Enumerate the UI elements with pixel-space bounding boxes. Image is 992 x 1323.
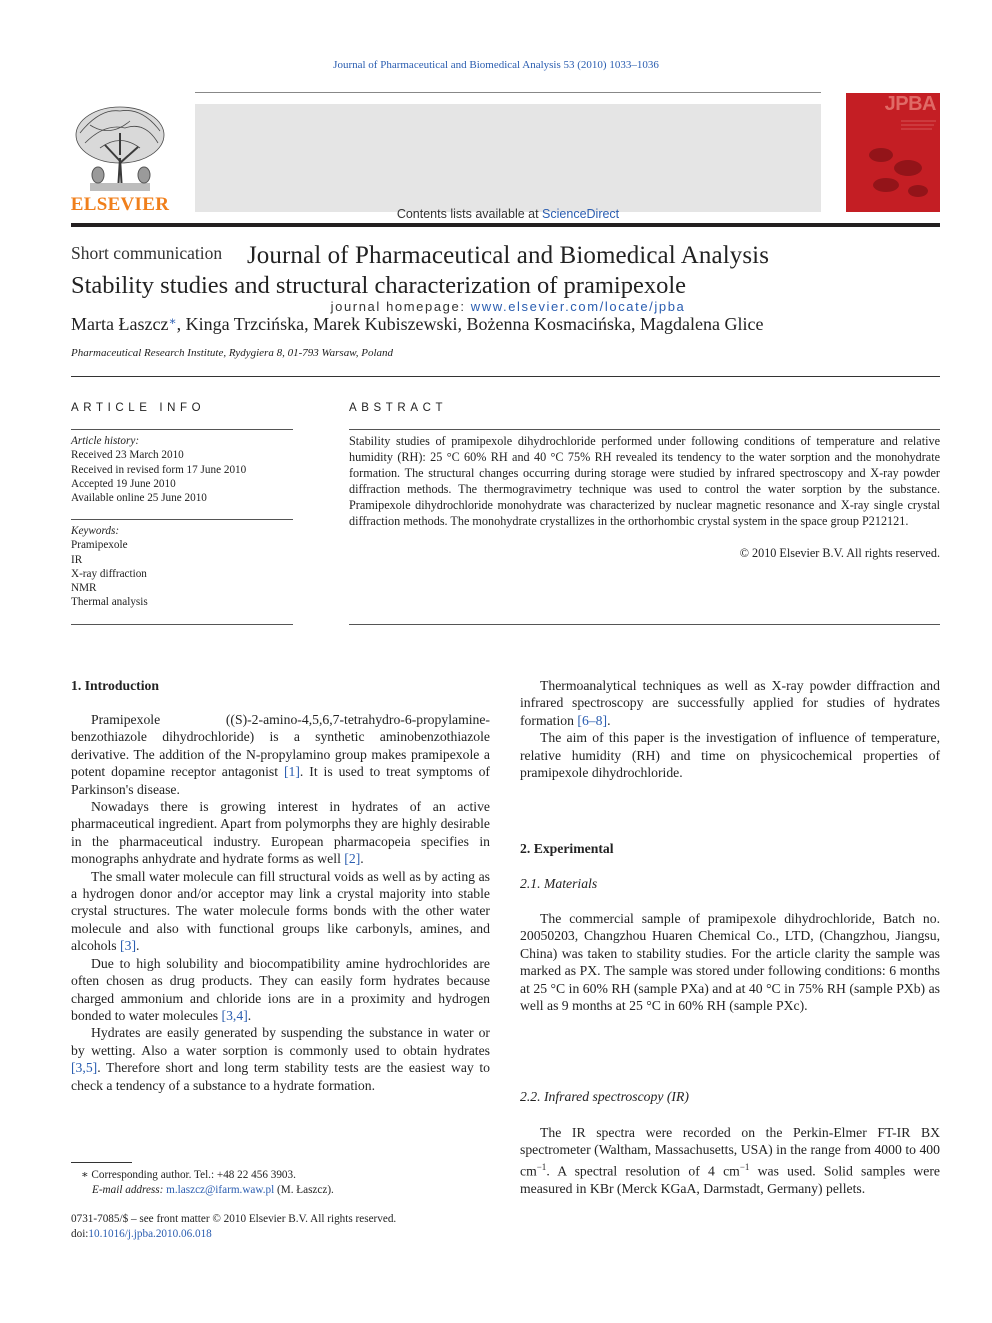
text: Thermoanalytical techniques as well as X-ray powder diffraction and infrared spectroscopy are successfully applied for studies of hydrates formation — [520, 678, 940, 728]
text: . — [136, 938, 140, 954]
article-title: Stability studies and structural characterization of pramipexole — [71, 272, 687, 299]
homepage-link[interactable]: www.elsevier.com/locate/jpba — [470, 299, 686, 314]
bottom-publication-info — [71, 1212, 396, 1242]
text: Pramipexole ((S)-2-amino-4,5,6,7-tetrahydro-6-propylamine-benzothiazole dihydrochloride) is a synthetic aminobenzothiazole derivative. The addition of the N-propylamino group makes pramipexole a potent dopamine receptor antagonist — [71, 712, 490, 780]
elsevier-wordmark: ELSEVIER — [70, 194, 170, 215]
abstract-text: Stability studies of pramipexole dihydrochloride performed under following conditions of temperature and relative humidity (RH): 25 °C 60% RH and 40 °C 75% RH revealed its tendency to the water sorption and the monohydrate formation. The structural changes occurring during storage were studied by infrared spectroscopy and X-ray powder diffraction methods. The thermogravimetry technique was used to control the water sorption by the substance. Pramipexole dihydrochloride monohydrate was characterized by nuclear magnetic resonance and X-ray single crystal diffraction methods. The monohydrate crystallizes in the orthorhombic crystal system in the space group P212121. — [349, 434, 940, 528]
cover-title: JPBA — [884, 93, 936, 115]
paragraph — [520, 677, 940, 729]
text: (M. Łaszcz). — [274, 1184, 334, 1196]
journal-homepage-line — [195, 299, 821, 314]
superscript: −1 — [536, 1161, 547, 1172]
text: . It is used to treat symptoms of Parkinson's disease. — [71, 764, 490, 797]
header-top-rule — [195, 92, 821, 93]
materials-body — [520, 910, 940, 1014]
paragraph — [71, 798, 490, 868]
citation-link[interactable]: [2] — [344, 851, 361, 867]
article-history — [71, 434, 293, 505]
doi-link[interactable]: 10.1016/j.jpba.2010.06.018 — [88, 1228, 212, 1240]
contents-available-line — [195, 207, 821, 221]
ir-body — [520, 1124, 940, 1197]
journal-cover-image[interactable] — [846, 93, 940, 212]
text: . — [607, 712, 611, 728]
abstract-copyright: © 2010 Elsevier B.V. All rights reserved. — [739, 546, 940, 560]
subsection-heading-ir: 2.2. Infrared spectroscopy (IR) — [520, 1089, 689, 1104]
keywords-label: Keywords: — [71, 525, 120, 537]
text: Nowadays there is growing interest in hydrates of an active pharmaceutical ingredient. Apart from polymorphs they are highly desirable in the pharmaceutical industry. European pharmacopeia specifies in monographs anhydrate and hydrate forms as well — [71, 799, 490, 867]
footnote — [71, 1168, 334, 1198]
paragraph — [71, 1024, 490, 1094]
keyword-item: IR — [71, 553, 83, 566]
author-others: , Kinga Trzcińska, Marek Kubiszewski, Bożenna Kosmacińska, Magdalena Glice — [176, 314, 764, 334]
text: Corresponding author. Tel.: +48 22 456 3903. — [88, 1169, 296, 1181]
text: . Therefore short and long term stability tests are the easiest way to check a tendency of a substance to a hydrate formation. — [71, 1060, 490, 1093]
text: . — [247, 1007, 252, 1023]
paragraph — [71, 711, 490, 798]
tree-icon — [70, 103, 170, 193]
history-received: Received 23 March 2010 — [71, 449, 184, 462]
history-online: Available online 25 June 2010 — [71, 492, 207, 505]
article-type: Short communication — [71, 243, 223, 263]
info-rule-top — [71, 429, 293, 430]
email-link[interactable]: m.laszcz@ifarm.waw.pl — [166, 1184, 275, 1196]
keyword-item: Pramipexole — [71, 539, 128, 552]
abstract-rule-top — [349, 429, 940, 430]
history-accepted: Accepted 19 June 2010 — [71, 477, 176, 490]
affiliation: Pharmaceutical Research Institute, Rydygiera 8, 01-793 Warsaw, Poland — [71, 347, 394, 359]
citation-link[interactable]: [1] — [283, 764, 300, 780]
paragraph — [71, 955, 490, 1025]
keyword-item: NMR — [71, 582, 97, 595]
text: was used. Solid samples were measured in KBr (Merck KGaA, Darmstadt, Germany) pellets. — [520, 1163, 940, 1196]
email-note — [71, 1183, 334, 1198]
paragraph: The aim of this paper is the investigation of influence of temperature, relative humidity (RH) and time on physicochemical properties of pramipexole dihydrochloride. — [520, 730, 940, 781]
text: The IR spectra were recorded on the Perkin-Elmer FT-IR BX spectrometer (Waltham, Massachusetts, USA) in the range from 4000 to 400 cm — [520, 1125, 940, 1179]
left-column-body — [71, 711, 490, 1094]
header-thick-rule — [71, 223, 940, 227]
text: . — [360, 851, 364, 867]
front-matter-rule — [71, 376, 940, 377]
section-heading-introduction: 1. Introduction — [71, 678, 159, 693]
keyword-item: Thermal analysis — [71, 596, 148, 609]
doi-line — [71, 1227, 396, 1242]
journal-reference[interactable]: Journal of Pharmaceutical and Biomedical Analysis 53 (2010) 1033–1036 — [333, 59, 659, 71]
keywords — [71, 524, 293, 610]
text: Due to high solubility and biocompatibility amine hydrochlorides are often chosen as drug products. They can easily form hydrates because charged ammonium and chloride ions are in a proximity and hydrogen bonded to water molecules — [71, 955, 490, 1023]
keyword-item: X-ray diffraction — [71, 567, 147, 580]
info-rule-middle — [71, 519, 293, 520]
author-first[interactable]: Marta Łaszcz — [71, 314, 169, 334]
info-rule-bottom — [71, 624, 293, 625]
author-list — [71, 314, 763, 335]
citation-link[interactable]: [3,5] — [71, 1060, 98, 1076]
footnote-star: ∗ — [81, 1169, 89, 1181]
corresponding-author-mark[interactable]: ∗ — [168, 314, 177, 328]
journal-title: Journal of Pharmaceutical and Biomedical Analysis — [246, 242, 770, 269]
text: Hydrates are easily generated by suspending the substance in water or by wetting. Also a water sorption is commonly used to obtain hydrates — [71, 1025, 490, 1058]
right-column-intro-cont — [520, 677, 940, 781]
sciencedirect-link[interactable]: ScienceDirect — [542, 207, 620, 221]
abstract-rule-bottom — [349, 624, 940, 625]
subsection-heading-materials: 2.1. Materials — [520, 876, 598, 891]
citation-link[interactable]: [6–8] — [577, 712, 608, 728]
abstract-heading: ABSTRACT — [349, 402, 448, 414]
corresponding-author-note — [71, 1168, 334, 1183]
email-label: E-mail address: — [92, 1184, 164, 1196]
contents-prefix: Contents lists available at — [396, 207, 543, 221]
history-revised: Received in revised form 17 June 2010 — [71, 463, 247, 476]
text: The small water molecule can fill structural voids as well as by acting as a hydrogen donor and/or acceptor may link a crystal majority into stable crystal structures. The water molecule forms bonds with the other water molecule and also with functional groups like carbonyls, amines, and alcohols — [71, 868, 490, 954]
paragraph — [520, 1124, 940, 1197]
issn-line: 0731-7085/$ – see front matter © 2010 Elsevier B.V. All rights reserved. — [71, 1213, 397, 1225]
citation-link[interactable]: [3] — [120, 938, 137, 954]
paragraph: The commercial sample of pramipexole dihydrochloride, Batch no. 20050203, Changzhou Huaren Chemical Co., LTD, (Changzhou, Jiangsu, China) was taken to stability studies. For the article clarity the sample was marked as PX. The sample was stored under following conditions: 6 months at 25 °C in 60% RH (sample PXa) and at 40 °C in 75% RH (sample PXb) as well as 9 months at 25 °C in 60% RH (sample PXc). — [520, 911, 940, 1014]
superscript: −1 — [739, 1161, 750, 1172]
text: . A spectral resolution of 4 cm — [546, 1163, 740, 1179]
homepage-prefix: journal homepage: — [330, 299, 471, 314]
paragraph — [71, 868, 490, 955]
article-info-heading: ARTICLE INFO — [71, 402, 206, 414]
footnote-rule — [71, 1162, 132, 1163]
history-label: Article history: — [71, 435, 140, 447]
citation-link[interactable]: [3,4] — [221, 1007, 248, 1023]
section-heading-experimental: 2. Experimental — [520, 841, 614, 856]
doi-label: doi: — [71, 1228, 89, 1240]
